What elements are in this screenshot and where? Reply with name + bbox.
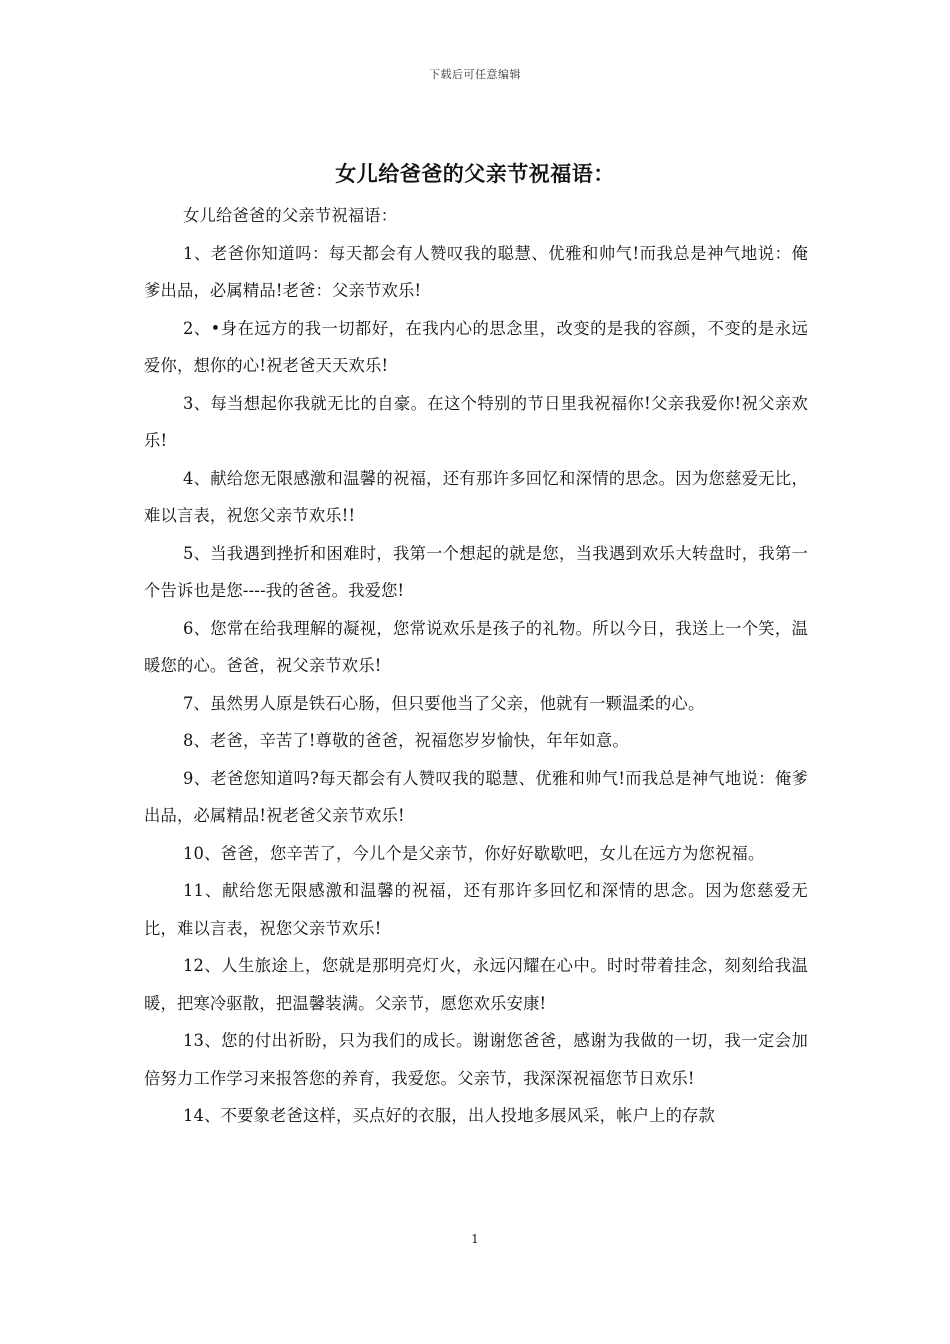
header-note: 下载后可任意编辑 [429,68,521,81]
paragraph-1: 1、老爸你知道吗：每天都会有人赞叹我的聪慧、优雅和帅气!而我总是神气地说：俺爹出品，必属精品!老爸：父亲节欢乐! [144,243,808,300]
paragraph-9: 9、老爸您知道吗?每天都会有人赞叹我的聪慧、优雅和帅气!而我总是神气地说：俺爹出品，必属精品!祝老爸父亲节欢乐! [144,768,808,825]
paragraph-13: 13、您的付出祈盼，只为我们的成长。谢谢您爸爸，感谢为我做的一切，我一定会加倍努力工作学习来报答您的养育，我爱您。父亲节，我深深祝福您节日欢乐! [144,1031,808,1088]
document-body [144,197,808,1135]
paragraph-2: 2、•身在远方的我一切都好，在我内心的思念里，改变的是我的容颜，不变的是永远爱你，想你的心!祝老爸天天欢乐! [144,318,808,375]
paragraph-10: 10、爸爸，您辛苦了，今儿个是父亲节，你好好歇歇吧，女儿在远方为您祝福。 [183,843,765,863]
page-number: 1 [471,1232,479,1246]
paragraph-12: 12、人生旅途上，您就是那明亮灯火，永远闪耀在心中。时时带着挂念，刻刻给我温暖，把寒冷驱散，把温馨装满。父亲节，愿您欢乐安康! [144,956,808,1013]
paragraph-intro: 女儿给爸爸的父亲节祝福语： [183,206,398,225]
paragraph-5: 5、当我遇到挫折和困难时，我第一个想起的就是您，当我遇到欢乐大转盘时，我第一个告诉也是您----我的爸爸。我爱您! [144,543,808,600]
paragraph-14: 14、不要象老爸这样，买点好的衣服，出人投地多展风采，帐户上的存款 [183,1106,716,1125]
paragraph-7: 7、虽然男人原是铁石心肠，但只要他当了父亲，他就有一颗温柔的心。 [183,693,705,713]
document-title: 女儿给爸爸的父亲节祝福语： [335,162,615,186]
paragraph-6: 6、您常在给我理解的凝视，您常说欢乐是孩子的礼物。所以今日，我送上一个笑，温暖您的心。爸爸，祝父亲节欢乐! [144,618,808,675]
paragraph-11: 11、献给您无限感激和温馨的祝福，还有那许多回忆和深情的思念。因为您慈爱无比，难以言表，祝您父亲节欢乐! [144,881,808,938]
paragraph-3: 3、每当想起你我就无比的自豪。在这个特别的节日里我祝福你!父亲我爱你!祝父亲欢乐! [144,393,808,450]
paragraph-8: 8、老爸，辛苦了!尊敬的爸爸，祝福您岁岁愉快，年年如意。 [183,731,629,750]
paragraph-4: 4、献给您无限感激和温馨的祝福，还有那许多回忆和深情的思念。因为您慈爱无比，难以言表，祝您父亲节欢乐!! [144,468,808,525]
